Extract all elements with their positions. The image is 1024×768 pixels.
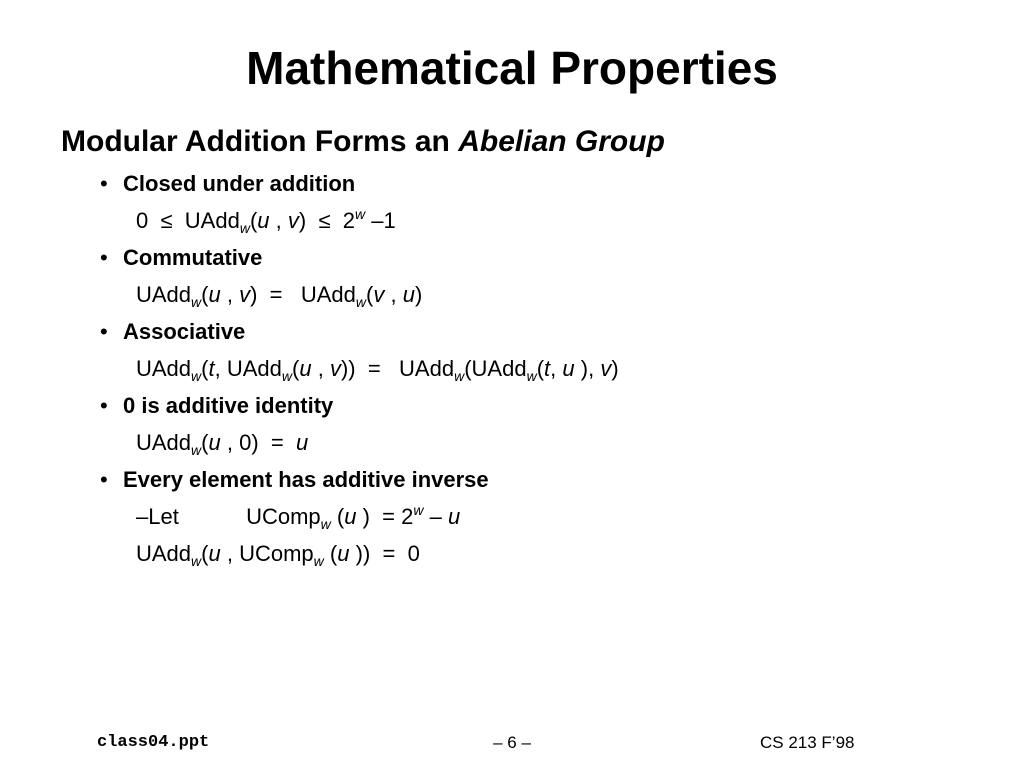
formula-subscript: w: [191, 368, 202, 384]
formula-var: u: [257, 208, 270, 233]
formula-associative: UAdd$_w$(t, UAdd$_w$(u , v)) = UAdd$_w$(UAdd$_w$(t, u ), v): [136, 356, 619, 384]
formula-var: u: [299, 356, 312, 381]
bullet-label: Associative: [123, 319, 246, 344]
formula-operator: –: [429, 504, 442, 529]
formula-term: 2: [401, 504, 414, 529]
formula-var: u: [208, 430, 221, 455]
formula-function: UAdd: [136, 356, 192, 381]
formula-identity: UAdd$_w$(u , 0) = u: [136, 430, 309, 458]
formula-var: u: [208, 282, 221, 307]
bullet-closed: [100, 169, 355, 199]
bullet-label: Commutative: [123, 245, 263, 270]
slide-subtitle: [61, 122, 665, 162]
formula-term: 2: [342, 208, 356, 233]
formula-var: u: [208, 541, 221, 566]
formula-subscript: w: [526, 368, 537, 384]
formula-function: UAdd: [300, 282, 356, 307]
bullet-dot: •: [100, 393, 108, 418]
formula-let: Let: [148, 504, 179, 529]
formula-subscript: w: [281, 368, 293, 384]
bullet-identity: [100, 391, 333, 421]
formula-operator: =: [269, 282, 283, 307]
formula-var: v: [600, 356, 612, 381]
formula-term: 0: [136, 208, 149, 233]
formula-subscript: w: [355, 294, 367, 310]
formula-operator: =: [382, 541, 396, 566]
formula-subscript: w: [454, 368, 465, 384]
formula-term: –1: [371, 208, 396, 233]
formula-term: 0: [407, 541, 420, 566]
subtitle-emphasis: Abelian Group: [458, 125, 665, 158]
formula-inverse-let: –Let UComp$_w$ (u ) = 2$^w$ – u: [136, 502, 461, 532]
formula-function: UAdd: [226, 356, 282, 381]
formula-var: v: [287, 208, 299, 233]
formula-function: UComp: [239, 541, 314, 566]
bullet-dot: •: [100, 467, 108, 492]
formula-var: t: [544, 356, 551, 381]
bullet-label: Closed under addition: [123, 171, 356, 196]
formula-var: u: [337, 541, 350, 566]
bullet-inverse: [100, 465, 489, 495]
formula-term: 0: [239, 430, 252, 455]
bullet-dot: •: [100, 171, 108, 196]
bullet-commutative: [100, 243, 262, 273]
formula-operator: ≤: [318, 208, 331, 233]
formula-dash: –: [136, 504, 149, 529]
formula-subscript: w: [239, 220, 250, 236]
formula-var: t: [208, 356, 215, 381]
formula-inverse-sum: UAdd$_w$(u , UComp$_w$ (u )) = 0: [136, 541, 420, 569]
subtitle-text: Modular Addition Forms an: [61, 125, 459, 158]
formula-var: v: [239, 282, 251, 307]
formula-operator: =: [270, 430, 284, 455]
bullet-associative: [100, 317, 245, 347]
formula-function: UAdd: [136, 430, 192, 455]
formula-closed: 0 ≤ UAdd$_w$(u , v) ≤ 2$^w$ –1: [136, 206, 396, 236]
formula-var: u: [402, 282, 415, 307]
bullet-dot: •: [100, 319, 108, 344]
formula-subscript: w: [191, 442, 202, 458]
formula-var: u: [296, 430, 309, 455]
slide-title: Mathematical Properties: [246, 42, 778, 94]
formula-function: UAdd: [136, 282, 192, 307]
footer-filename: class04.ppt: [97, 733, 210, 752]
bullet-label: 0 is additive identity: [123, 393, 334, 418]
footer-page-number: – 6 –: [493, 733, 531, 752]
formula-function: UAdd: [399, 356, 455, 381]
formula-var: u: [448, 504, 461, 529]
formula-var: u: [562, 356, 575, 381]
formula-operator: =: [382, 504, 396, 529]
footer-course: CS 213 F’98: [760, 733, 855, 752]
bullet-dot: •: [100, 245, 108, 270]
formula-operator: ≤: [160, 208, 173, 233]
formula-var: v: [329, 356, 341, 381]
formula-subscript: w: [313, 553, 324, 569]
formula-operator: =: [367, 356, 381, 381]
formula-subscript: w: [191, 294, 202, 310]
formula-function: UAdd: [471, 356, 527, 381]
formula-exponent: w: [355, 206, 366, 222]
bullet-label: Every element has additive inverse: [123, 467, 489, 492]
formula-subscript: w: [320, 516, 331, 532]
formula-function: UAdd: [184, 208, 240, 233]
formula-commutative: UAdd$_w$(u , v) = UAdd$_w$(v , u): [136, 282, 423, 310]
formula-subscript: w: [191, 553, 202, 569]
formula-exponent: w: [413, 502, 424, 518]
formula-function: UAdd: [136, 541, 192, 566]
formula-function: UComp: [246, 504, 321, 529]
formula-var: u: [344, 504, 357, 529]
formula-var: v: [373, 282, 385, 307]
